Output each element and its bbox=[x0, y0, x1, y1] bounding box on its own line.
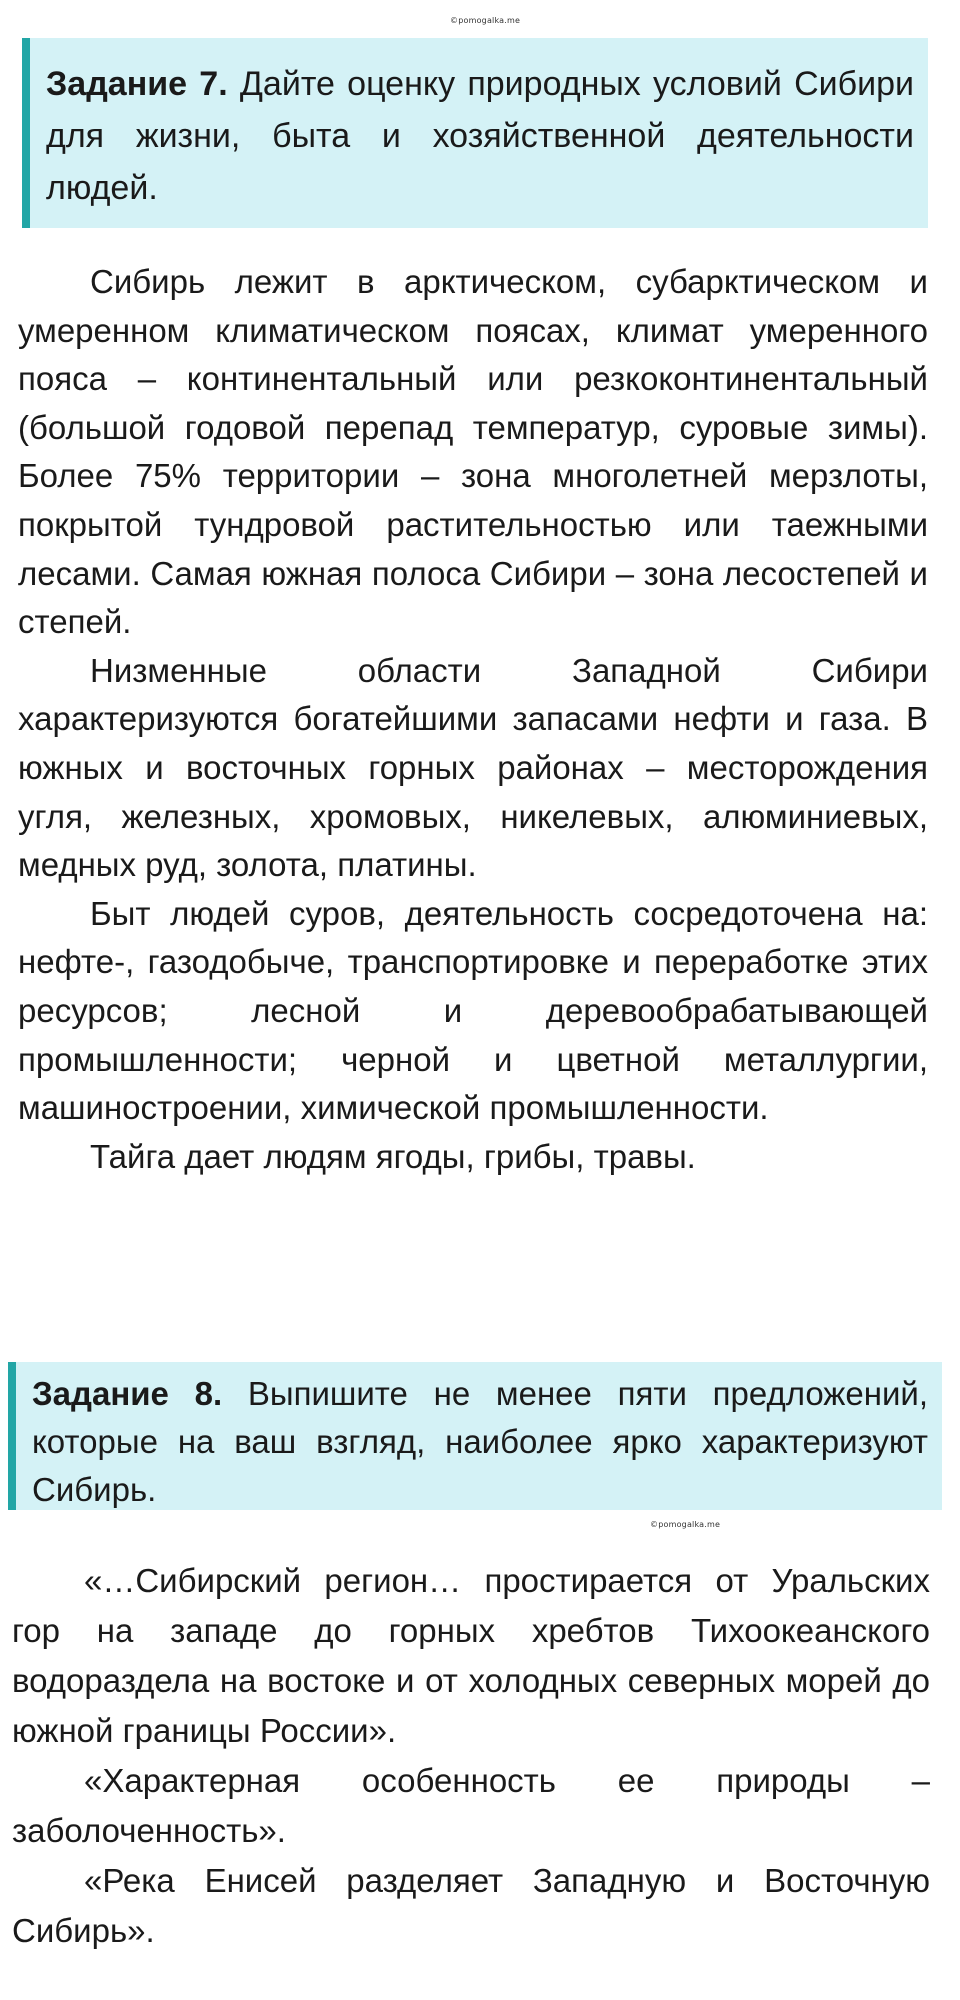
watermark-middle: ©pomogalka.me bbox=[650, 1520, 721, 1529]
watermark-top: ©pomogalka.me bbox=[450, 16, 521, 25]
task-7-label: Задание 7. bbox=[46, 65, 228, 103]
answer-paragraph: «Река Енисей разделяет Западную и Восточную Сибирь». bbox=[12, 1862, 930, 1949]
task-7-answer bbox=[18, 258, 928, 1181]
task-7-question: Дайте оценку природных условий Сибири для жизни, быта и хозяйственной деятельности людей. bbox=[46, 65, 914, 207]
task-8-answer bbox=[12, 1556, 930, 1956]
answer-paragraph: Быт людей суров, деятельность сосредоточена на: нефте-, газодобыче, транспортировке и переработке этих ресурсов; лесной и деревообрабатывающей промышленности; черной и цветной металлургии, машиностроении, химической промышленности. bbox=[18, 894, 928, 1127]
task-8-question: Выпишите не менее пяти предложений, которые на ваш взгляд, наиболее ярко характеризуют Сибирь. bbox=[32, 1375, 928, 1508]
answer-paragraph: Тайга дает людям ягоды, грибы, травы. bbox=[90, 1137, 696, 1175]
task-8-box bbox=[8, 1362, 942, 1510]
answer-paragraph: «Характерная особенность ее природы – заболоченность». bbox=[12, 1762, 930, 1849]
answer-paragraph: Низменные области Западной Сибири характеризуются богатейшими запасами нефти и газа. В южных и восточных горных районах – месторождения угля, железных, хромовых, никелевых, алюминиевых, медных руд, золота, платины. bbox=[18, 651, 928, 884]
task-8-label: Задание 8. bbox=[32, 1375, 223, 1412]
task-7-box bbox=[22, 38, 928, 228]
answer-paragraph: «…Сибирский регион… простирается от Уральских гор на западе до горных хребтов Тихоокеанского водораздела на востоке и от холодных северных морей до южной границы России». bbox=[12, 1562, 930, 1749]
answer-paragraph: Сибирь лежит в арктическом, субарктическом и умеренном климатическом поясах, климат умеренного пояса – континентальный или резкоконтинентальный (большой годовой перепад температур, суровые зимы). Более 75% территории – зона многолетней мерзлоты, покрытой тундровой растительностью или таежными лесами. Самая южная полоса Сибири – зона лесостепей и степей. bbox=[18, 263, 928, 641]
